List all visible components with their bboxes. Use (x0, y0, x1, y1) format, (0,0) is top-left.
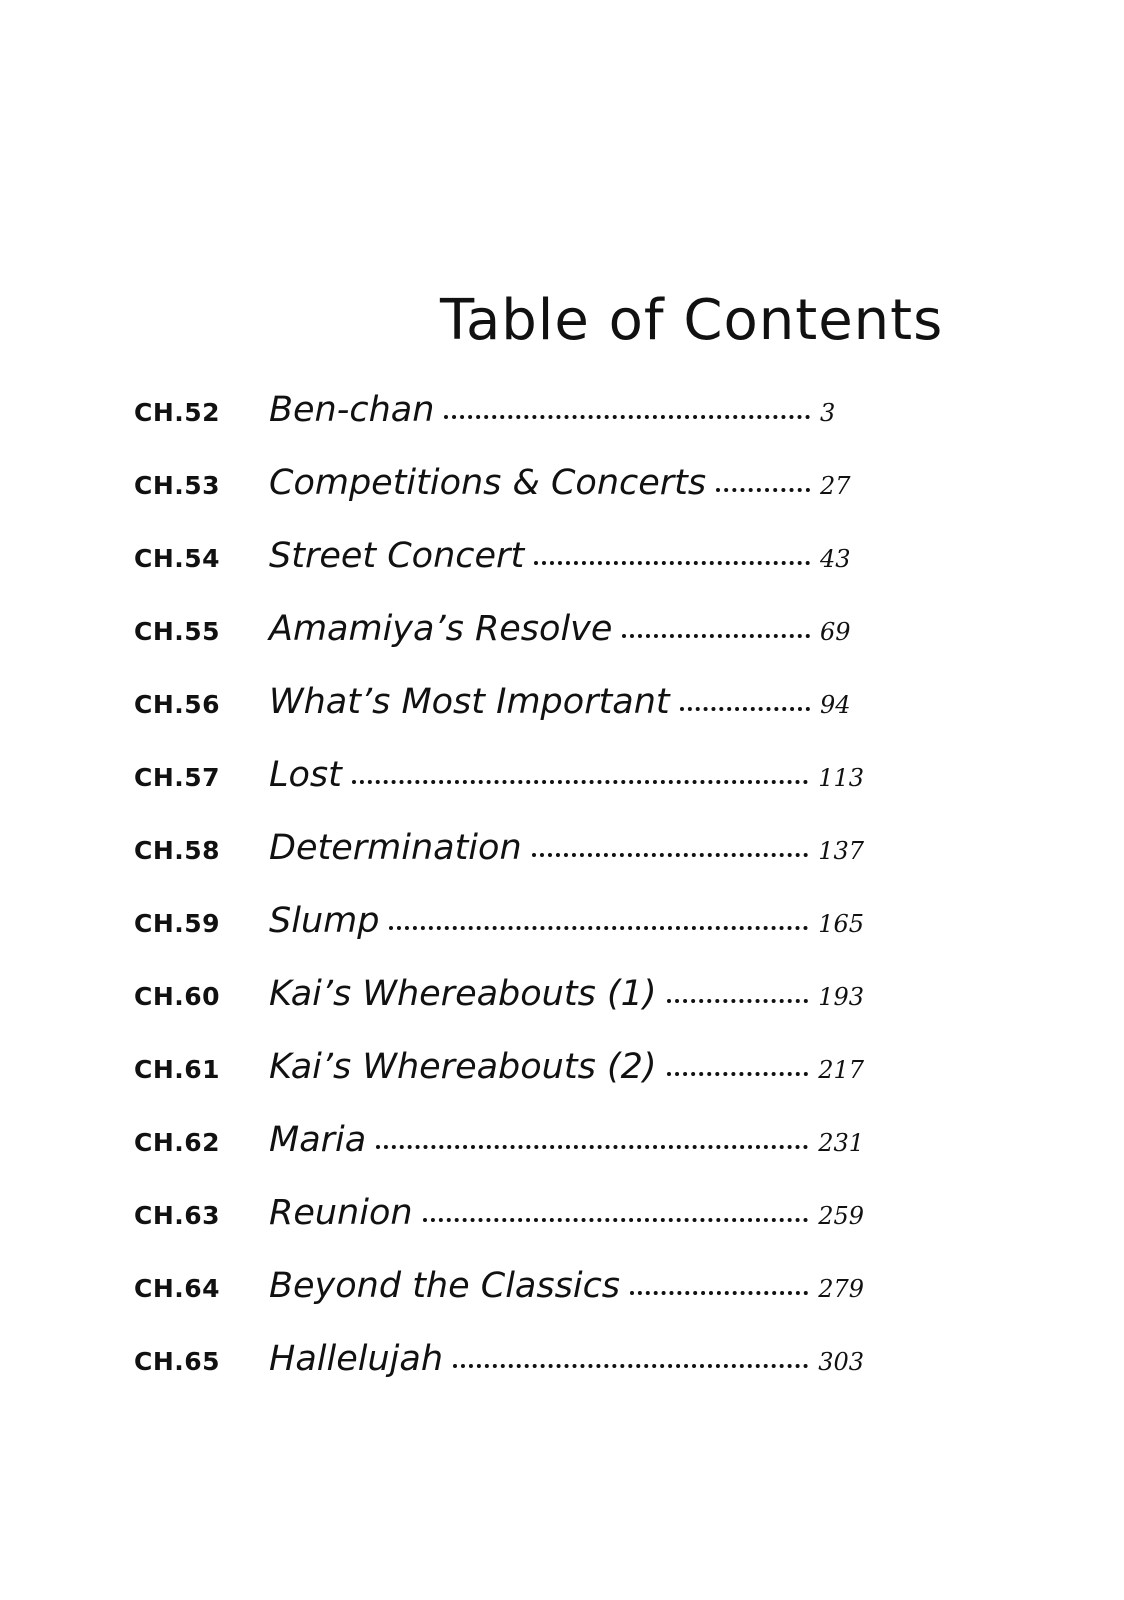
chapter-page: 259 (818, 1202, 864, 1230)
toc-entry[interactable] (134, 974, 864, 1026)
chapter-number: CH.56 (134, 690, 221, 719)
chapter-page: 27 (820, 472, 851, 500)
toc-entry[interactable] (134, 901, 864, 953)
toc-entry[interactable] (134, 1339, 864, 1391)
chapter-title: Amamiya’s Resolve (269, 609, 613, 649)
dot-leader (622, 634, 810, 638)
chapter-page: 165 (818, 910, 864, 938)
chapter-title: Kai’s Whereabouts (1) (269, 974, 657, 1014)
chapter-page: 113 (818, 764, 864, 792)
page-title: Table of Contents (440, 287, 944, 353)
chapter-title: Reunion (269, 1193, 413, 1233)
chapter-title: What’s Most Important (269, 682, 670, 722)
chapter-page: 217 (818, 1056, 864, 1084)
toc-entry[interactable] (134, 609, 864, 661)
chapter-number: CH.59 (134, 909, 221, 938)
dot-leader (667, 999, 809, 1003)
chapter-title: Competitions & Concerts (269, 463, 707, 503)
chapter-title: Maria (269, 1120, 367, 1160)
toc-entry[interactable] (134, 536, 864, 588)
chapter-number: CH.52 (134, 398, 221, 427)
chapter-page: 231 (818, 1129, 864, 1157)
toc-entry[interactable] (134, 390, 864, 442)
dot-leader (716, 488, 810, 492)
chapter-title: Kai’s Whereabouts (2) (269, 1047, 657, 1087)
toc-entry[interactable] (134, 828, 864, 880)
chapter-number: CH.53 (134, 471, 221, 500)
chapter-title: Lost (269, 755, 342, 795)
chapter-page: 137 (818, 837, 864, 865)
dot-leader (352, 780, 808, 784)
chapter-number: CH.62 (134, 1128, 221, 1157)
chapter-page: 193 (818, 983, 864, 1011)
chapter-number: CH.60 (134, 982, 221, 1011)
toc-entry[interactable] (134, 682, 864, 734)
chapter-number: CH.63 (134, 1201, 221, 1230)
chapter-title: Beyond the Classics (269, 1266, 621, 1306)
dot-leader (444, 415, 810, 419)
chapter-title: Slump (269, 901, 380, 941)
chapter-page: 3 (820, 399, 836, 427)
chapter-title: Determination (269, 828, 522, 868)
toc-entry[interactable] (134, 1266, 864, 1318)
chapter-number: CH.55 (134, 617, 221, 646)
dot-leader (534, 561, 810, 565)
toc-entry[interactable] (134, 463, 864, 515)
dot-leader (680, 707, 810, 711)
chapter-page: 69 (820, 618, 851, 646)
dot-leader (532, 853, 809, 857)
chapter-title: Ben-chan (269, 390, 435, 430)
dot-leader (630, 1291, 808, 1295)
chapter-title: Street Concert (269, 536, 525, 576)
dot-leader (376, 1145, 808, 1149)
dot-leader (389, 926, 808, 930)
chapter-number: CH.57 (134, 763, 221, 792)
dot-leader (423, 1218, 809, 1222)
chapter-page: 303 (818, 1348, 864, 1376)
chapter-page: 94 (820, 691, 851, 719)
toc-entry[interactable] (134, 1120, 864, 1172)
toc-entry[interactable] (134, 1193, 864, 1245)
chapter-number: CH.58 (134, 836, 221, 865)
chapter-page: 43 (820, 545, 851, 573)
dot-leader (667, 1072, 809, 1076)
chapter-page: 279 (818, 1275, 864, 1303)
chapter-number: CH.65 (134, 1347, 221, 1376)
chapter-title: Hallelujah (269, 1339, 444, 1379)
chapter-number: CH.54 (134, 544, 221, 573)
chapter-number: CH.64 (134, 1274, 221, 1303)
dot-leader (453, 1364, 808, 1368)
toc-entry[interactable] (134, 1047, 864, 1099)
toc-entry[interactable] (134, 755, 864, 807)
chapter-number: CH.61 (134, 1055, 221, 1084)
